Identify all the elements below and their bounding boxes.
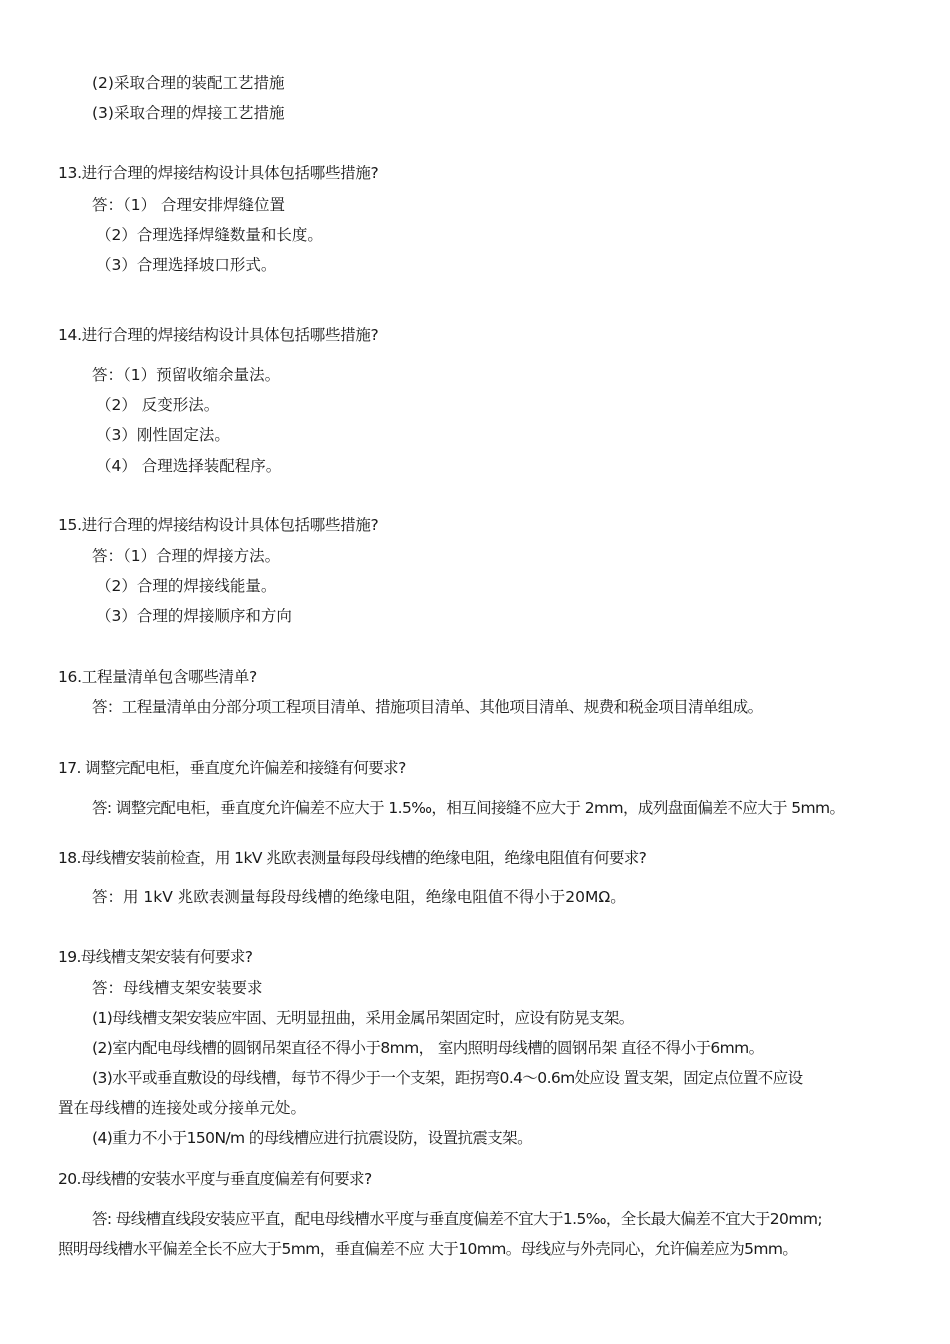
answer-line: (2)室内配电母线槽的圆钢吊架直径不得小于8mm， 室内照明母线槽的圆钢吊架 直径不得小于6mm。 xyxy=(92,1039,764,1057)
answer-line: (4)重力不小于150N/m 的母线槽应进行抗震设防，设置抗震支架。 xyxy=(92,1129,532,1147)
answer-line: 答：（1）合理的焊接方法。 xyxy=(92,547,281,565)
question-16: 16.工程量清单包含哪些清单? xyxy=(58,668,257,686)
answer-line: （2） 反变形法。 xyxy=(96,396,220,414)
answer-line: (3)采取合理的焊接工艺措施 xyxy=(92,104,285,122)
answer-line: （3）合理的焊接顺序和方向 xyxy=(96,607,292,625)
answer-line: 答：工程量清单由分部分项工程项目清单、措施项目清单、其他项目清单、规费和税金项目清单组成。 xyxy=(92,698,763,716)
question-19: 19.母线槽支架安装有何要求? xyxy=(58,948,253,966)
question-20: 20.母线槽的安装水平度与垂直度偏差有何要求? xyxy=(58,1170,372,1188)
answer-line: （4） 合理选择装配程序。 xyxy=(96,457,282,475)
answer-line: （2）合理的焊接线能量。 xyxy=(96,577,277,595)
question-17: 17. 调整完配电柜，垂直度允许偏差和接缝有何要求? xyxy=(58,759,406,777)
answer-line: 答: 母线槽直线段安装应平直，配电母线槽水平度与垂直度偏差不宜大于1.5‰，全长最大偏差不宜大于20mm; xyxy=(92,1210,822,1228)
answer-line: 置在母线槽的连接处或分接单元处。 xyxy=(58,1099,307,1117)
answer-line: 答：母线槽支架安装要求 xyxy=(92,979,263,997)
answer-line: 答：（1） 合理安排焊缝位置 xyxy=(92,196,286,214)
question-18: 18.母线槽安装前检查，用 1kV 兆欧表测量每段母线槽的绝缘电阻，绝缘电阻值有何要求? xyxy=(58,849,647,867)
question-15: 15.进行合理的焊接结构设计具体包括哪些措施? xyxy=(58,516,379,534)
answer-line: (2)采取合理的装配工艺措施 xyxy=(92,74,285,92)
answer-line: 答：（1）预留收缩余量法。 xyxy=(92,366,281,384)
answer-line: （3）合理选择坡口形式。 xyxy=(96,256,277,274)
answer-line: （2）合理选择焊缝数量和长度。 xyxy=(96,226,323,244)
answer-line: 照明母线槽水平偏差全长不应大于5mm，垂直偏差不应 大于10mm。母线应与外壳同心，允许偏差应为5mm。 xyxy=(58,1240,798,1258)
answer-line: 答：用 1kV 兆欧表测量每段母线槽的绝缘电阻，绝缘电阻值不得小于20MΩ。 xyxy=(92,888,626,906)
answer-line: 答: 调整完配电柜，垂直度允许偏差不应大于 1.5‰，相互间接缝不应大于 2mm，成列盘面偏差不应大于 5mm。 xyxy=(92,799,845,817)
answer-line: （3）刚性固定法。 xyxy=(96,426,230,444)
answer-line: (1)母线槽支架安装应牢固、无明显扭曲，采用金属吊架固定时，应设有防晃支架。 xyxy=(92,1009,634,1027)
question-14: 14.进行合理的焊接结构设计具体包括哪些措施? xyxy=(58,326,379,344)
answer-line: (3)水平或垂直敷设的母线槽，每节不得少于一个支架，距拐弯0.4～0.6m处应设 置支架，固定点位置不应设 xyxy=(92,1069,803,1087)
question-13: 13.进行合理的焊接结构设计具体包括哪些措施? xyxy=(58,164,379,182)
